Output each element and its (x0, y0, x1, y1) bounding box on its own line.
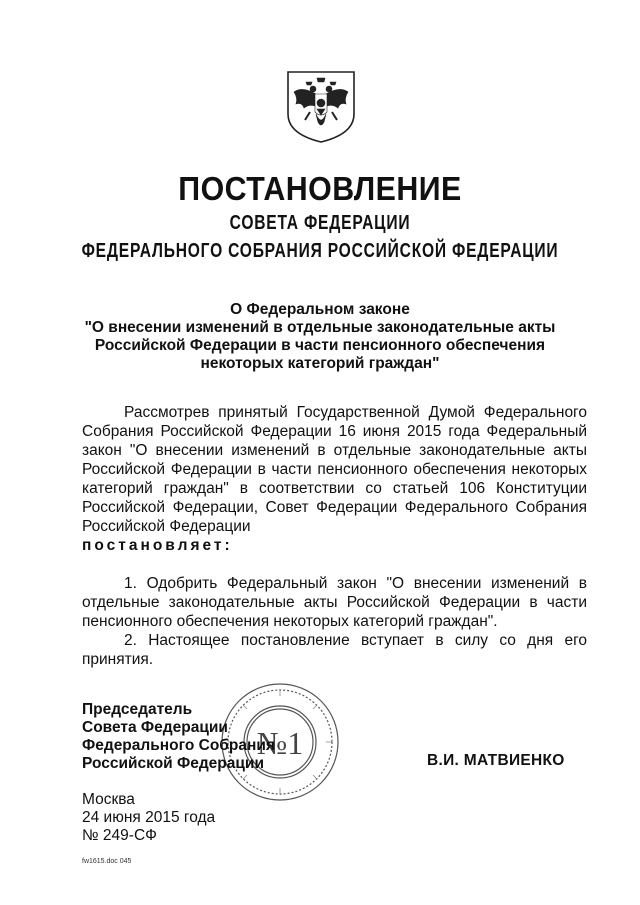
signature-line: Совета Федерации (82, 719, 228, 736)
law-heading-line: "О внесении изменений в отдельные законодательные акты (84, 319, 556, 336)
decree-item: 2. Настоящее постановление вступает в силу со дня его принятия. (82, 632, 587, 668)
law-heading-line: Российской Федерации в части пенсионного обеспечения (94, 337, 546, 354)
preamble-paragraph (82, 403, 587, 555)
decree-item: 1. Одобрить Федеральный закон "О внесении изменений в отдельные законодательные акты Российской Федерации в части пенсионного обеспечения некоторых категорий граждан". (82, 575, 587, 630)
document-title: ПОСТАНОВЛЕНИЕ (178, 170, 462, 207)
stamp-number: №1 (256, 725, 304, 761)
signer-name: В.И. МАТВИЕНКО (427, 752, 565, 769)
law-heading (60, 301, 580, 373)
decree-word: постановляет: (82, 537, 233, 554)
file-reference: fw1615.doc 045 (82, 858, 132, 865)
coat-of-arms-icon (284, 68, 358, 144)
document-meta (82, 791, 215, 845)
issue-city: Москва (82, 791, 135, 808)
preamble-text: Рассмотрев принятый Государственной Думой Федерального Собрания Российской Федерации 16 июня 2015 года Федеральный закон "О внесении изменений в отдельные законодательные акты Российской Федерации в части пенсионного обеспечения некоторых категорий граждан" в соответствии со статьей 106 Конституции Российской Федерации, Совет Федерации Федерального Собрания Российской Федерации (82, 404, 587, 535)
document-subtitle-assembly: ФЕДЕРАЛЬНОГО СОБРАНИЯ РОССИЙСКОЙ ФЕДЕРАЦИИ (81, 240, 559, 262)
document-number: № 249-СФ (82, 827, 157, 844)
issue-date: 24 июня 2015 года (82, 809, 216, 826)
decree-items (82, 574, 587, 669)
signature-line: Федерального Собрания (82, 737, 275, 754)
law-heading-line: О Федеральном законе (230, 301, 410, 318)
signature-block (82, 701, 275, 773)
document-subtitle-council: СОВЕТА ФЕДЕРАЦИИ (229, 212, 411, 234)
law-heading-line: некоторых категорий граждан" (200, 355, 440, 372)
signature-line: Российской Федерации (82, 755, 264, 772)
signature-line: Председатель (82, 701, 193, 718)
